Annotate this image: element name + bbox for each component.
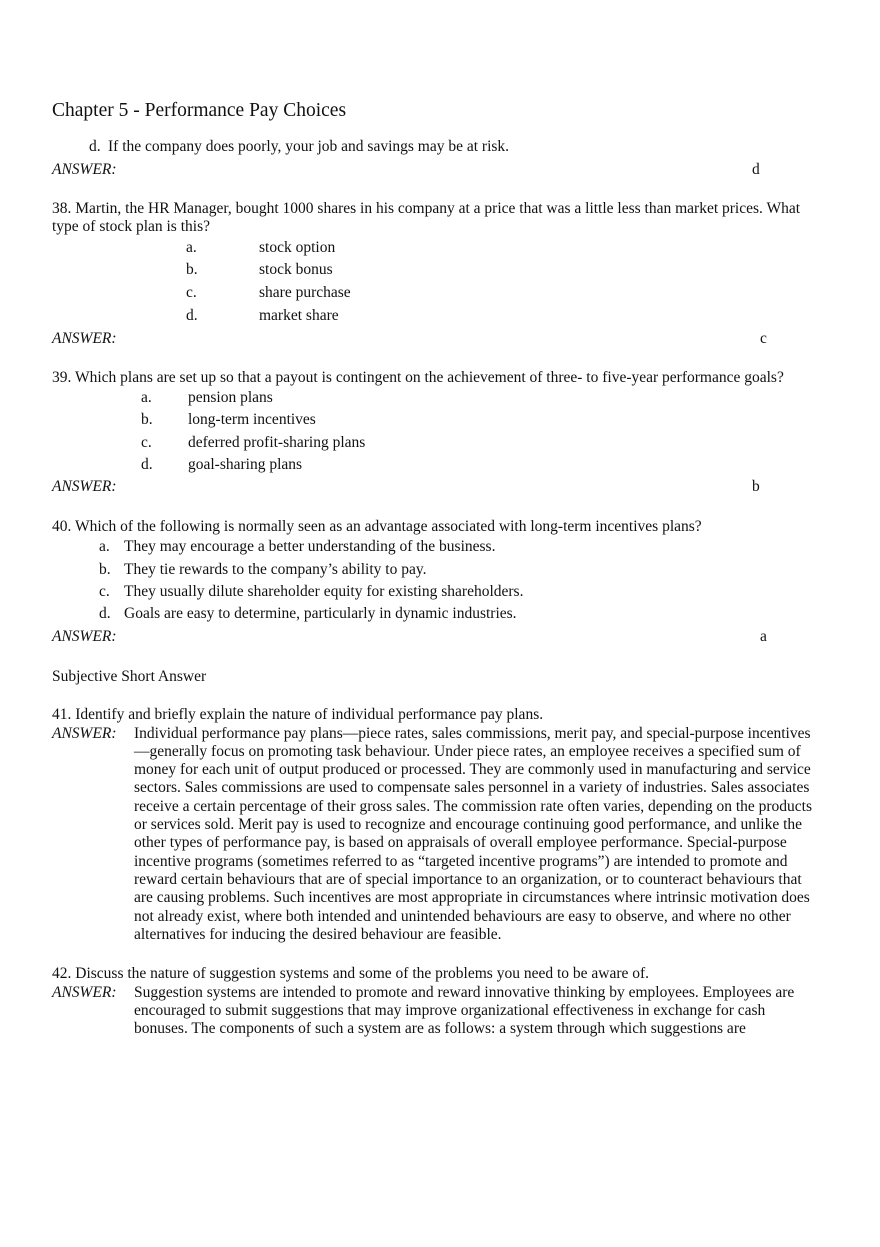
- q40-option-c-letter: c.: [99, 583, 110, 600]
- q39-question: 39. Which plans are set up so that a payout is contingent on the achievement of three- to five-year performance goals?: [52, 369, 784, 386]
- q39-option-b-letter: b.: [141, 411, 153, 428]
- q39-option-b-text: long-term incentives: [188, 411, 316, 428]
- q38-question-line1: 38. Martin, the HR Manager, bought 1000 shares in his company at a price that was a little less than market prices. What: [52, 200, 801, 217]
- q38-option-a-letter: a.: [186, 239, 197, 256]
- q42-answer-line: Suggestion systems are intended to promote and reward innovative thinking by employees. Employees are: [134, 984, 795, 1001]
- q40-option-d-letter: d.: [99, 605, 111, 622]
- chapter-title: Chapter 5 - Performance Pay Choices: [52, 100, 347, 121]
- q41-answer-line: reward certain behaviours that are of special importance to an organization, or to counteract behaviours that: [134, 871, 802, 888]
- q40-answer-value: a: [760, 628, 767, 645]
- q38-option-a-text: stock option: [259, 239, 336, 256]
- q42-answer-line: encouraged to submit suggestions that may improve organizational effectiveness in exchange for cash: [134, 1002, 766, 1019]
- q38-option-d-text: market share: [259, 307, 339, 324]
- q41-question: 41. Identify and briefly explain the nature of individual performance pay plans.: [52, 706, 544, 723]
- q39-option-a-text: pension plans: [188, 389, 273, 406]
- q37-option-text: If the company does poorly, your job and savings may be at risk.: [108, 138, 510, 155]
- q40-option-d-text: Goals are easy to determine, particularly in dynamic industries.: [124, 605, 517, 622]
- q41-answer-line: are causing problems. Such incentives are most appropriate in circumstances where intrinsic motivation does: [134, 889, 810, 906]
- q37-answer-label: ANSWER:: [52, 161, 117, 178]
- q41-answer-line: receive a certain percentage of their gross sales. The commission rate often varies, depending on the products: [134, 798, 813, 815]
- q40-option-a-letter: a.: [99, 538, 110, 555]
- q42-answer-line: bonuses. The components of such a system are as follows: a system through which suggestions are: [134, 1020, 746, 1037]
- q39-answer-label: ANSWER:: [52, 478, 117, 495]
- q42-question: 42. Discuss the nature of suggestion systems and some of the problems you need to be aware of.: [52, 965, 650, 982]
- q38-option-d-letter: d.: [186, 307, 198, 324]
- q41-answer-line: sectors. Sales commissions are used to compensate sales personnel in a variety of industries. Sales associates: [134, 779, 810, 796]
- q41-answer-line: or services sold. Merit pay is used to recognize and encourage continuing good performance, and unlike the: [134, 816, 803, 833]
- q41-answer-label: ANSWER:: [52, 725, 117, 742]
- q40-answer-label: ANSWER:: [52, 628, 117, 645]
- q39-option-a-letter: a.: [141, 389, 152, 406]
- q40-option-c-text: They usually dilute shareholder equity for existing shareholders.: [124, 583, 524, 600]
- q38-option-b-text: stock bonus: [259, 261, 333, 278]
- q42-answer-label: ANSWER:: [52, 984, 117, 1001]
- q40-option-b-letter: b.: [99, 561, 111, 578]
- q41-answer-line: alternatives for inducing the desired behaviour are feasible.: [134, 926, 502, 943]
- q38-option-b-letter: b.: [186, 261, 198, 278]
- q41-answer-line: —generally focus on promoting task behaviour. Under piece rates, an employee receives a specified sum of: [134, 743, 801, 760]
- q39-answer-value: b: [752, 478, 760, 495]
- q41-answer-line: other types of performance pay, is based on appraisals of overall employee performance. Special-purpose: [134, 834, 787, 851]
- q39-option-c-letter: c.: [141, 434, 152, 451]
- section-heading: Subjective Short Answer: [52, 668, 207, 685]
- q37-answer-value: d: [752, 161, 760, 178]
- q38-option-c-text: share purchase: [259, 284, 351, 301]
- q40-option-a-text: They may encourage a better understanding of the business.: [124, 538, 496, 555]
- q39-option-c-text: deferred profit-sharing plans: [188, 434, 366, 451]
- q41-answer-line: Individual performance pay plans—piece rates, sales commissions, merit pay, and special-purpose incentives: [134, 725, 811, 742]
- q38-option-c-letter: c.: [186, 284, 197, 301]
- q39-option-d-text: goal-sharing plans: [188, 456, 303, 473]
- q40-question: 40. Which of the following is normally seen as an advantage associated with long-term incentives plans?: [52, 518, 702, 535]
- q38-answer-label: ANSWER:: [52, 330, 117, 347]
- q38-question-line2: type of stock plan is this?: [52, 218, 210, 235]
- q37-option-letter: d.: [89, 138, 101, 155]
- q41-answer-line: incentive programs (sometimes referred to as “targeted incentive programs”) are intended to promote and: [134, 853, 788, 870]
- q39-option-d-letter: d.: [141, 456, 153, 473]
- q41-answer-line: money for each unit of output produced or processed. They are commonly used in manufacturing and service: [134, 761, 811, 778]
- q40-option-b-text: They tie rewards to the company’s ability to pay.: [124, 561, 427, 578]
- q41-answer-line: not already exist, where both intended and unintended behaviours are easy to observe, and where no other: [134, 908, 791, 925]
- q38-answer-value: c: [760, 330, 767, 347]
